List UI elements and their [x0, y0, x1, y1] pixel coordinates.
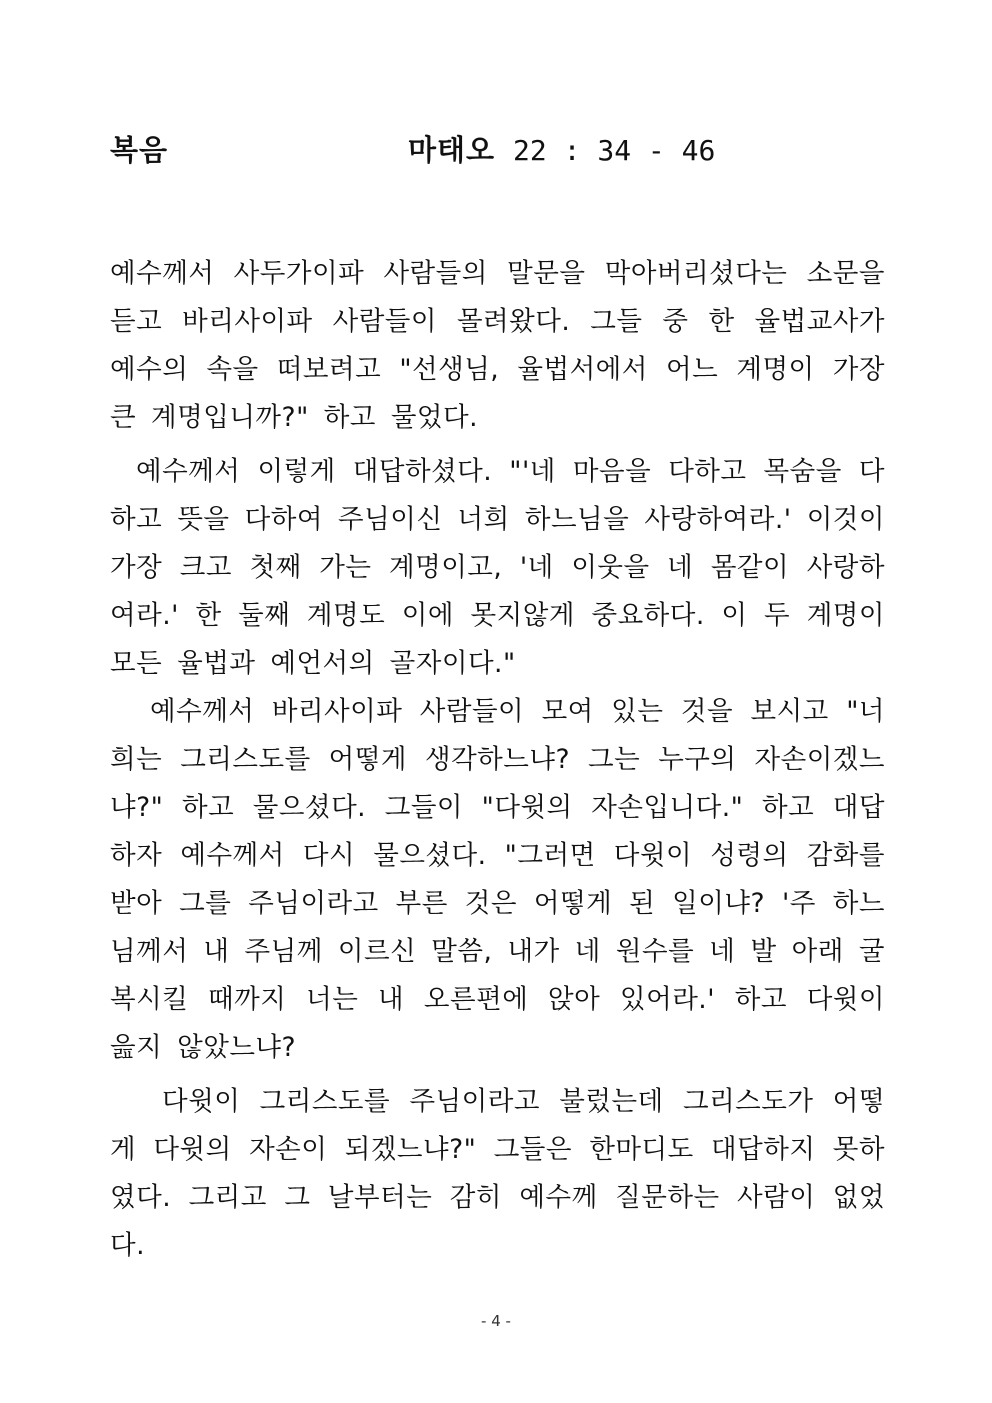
- paragraph: 다윗이 그리스도를 주님이라고 불렀는데 그리스도가 어떻게 다윗의 자손이 되겠느냐?" 그들은 한마디도 대답하지 못하였다. 그리고 그 날부터는 감히 예수께 질문하는 사람이 없었다.: [110, 1086, 885, 1261]
- scripture-reference: [408, 128, 715, 169]
- section-title: 복음: [110, 133, 169, 167]
- book-name: 마태오: [408, 133, 496, 167]
- reading-header: [110, 128, 890, 168]
- paragraph: 예수께서 바리사이파 사람들이 모여 있는 것을 보시고 "너희는 그리스도를 어떻게 생각하느냐? 그는 누구의 자손이겠느냐?" 하고 물으셨다. 그들이 "다윗의 자손입니다." 하고 대답하자 예수께서 다시 물으셨다. "그러면 다윗이 성령의 감화를 받아 그를 주님이라고 부른 것은 어떻게 된 일이냐? '주 하느님께서 내 주님께 이르신 말씀, 내가 네 원수를 네 발 아래 굴복시킬 때까지 너는 내 오른편에 앉아 있어라.' 하고 다윗이 읊지 않았느냐?: [110, 696, 885, 1063]
- paragraph: 예수께서 사두가이파 사람들의 말문을 막아버리셨다는 소문을 듣고 바리사이파 사람들이 몰려왔다. 그들 중 한 율법교사가 예수의 속을 떠보려고 "선생님, 율법서에서 어느 계명이 가장 큰 계명입니까?" 하고 물었다.: [110, 258, 885, 433]
- paragraph: 예수께서 이렇게 대답하셨다. "'네 마음을 다하고 목숨을 다하고 뜻을 다하여 주님이신 너희 하느님을 사랑하여라.' 이것이 가장 크고 첫째 가는 계명이고, '네 이웃을 네 몸같이 사랑하여라.' 한 둘째 계명도 이에 못지않게 중요하다. 이 두 계명이 모든 율법과 예언서의 골자이다.": [110, 456, 885, 679]
- verse-range: 22 : 34 - 46: [513, 134, 716, 167]
- page-number: - 4 -: [481, 1312, 511, 1330]
- reading-body: [110, 250, 885, 1270]
